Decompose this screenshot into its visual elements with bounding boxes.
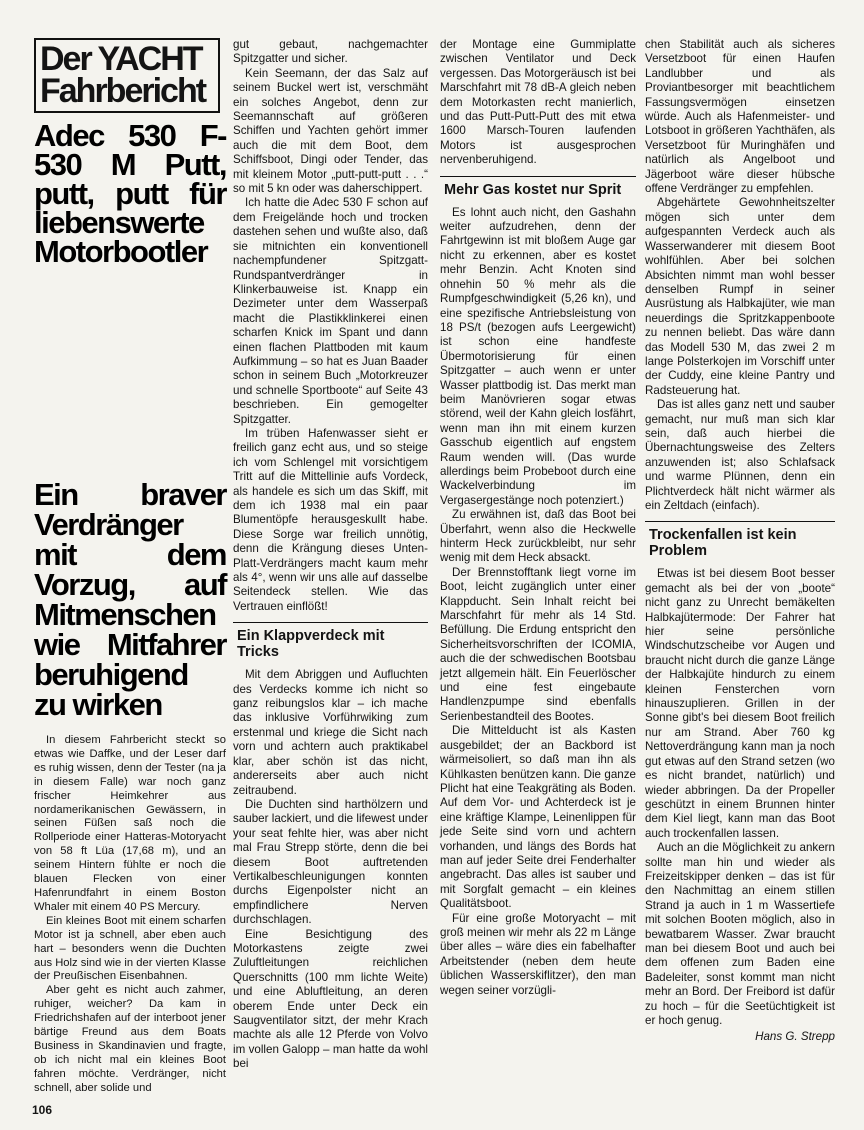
spacer [34,266,226,480]
paragraph: Es lohnt auch nicht, den Gashahn weiter aufzudrehen, denn der Fahrtgewinn ist mit bloßem Auge gar nicht zu erkennen, aber es kostet mehr Benzin. Acht Knoten sind ohnehin 50 % mehr als die Rumpfgeschwindigkeit (5,26 kn), und eine spezifische Antriebsleistung von 18 PS/t (bezogen aufs Leergewicht) ist schon eine handfeste Übermotorisierung für einen Spitzgatter – auch wenn er unter Wasser plattbodig ist. Das merkt man beim Manövrieren sogar etwas störend, weil der Kahn gleich losfährt, wenn man ihn mit einem kurzen Gasschub eigentlich auf engstem Raum wenden will. (Das wurde allerdings beim Probeboot durch eine Wackelverbindung im Vergasergestänge noch potenziert.) [440,205,636,507]
logo-line-1: Der YACHT [40,40,202,78]
paragraph: Auch an die Möglichkeit zu ankern sollte man hin und wieder als Freizeitskipper denken – das ist für den Nachmittag an einem stillen Strand ja auch in 1 m Wassertiefe mit solchen Booten möglich, also in bewatbarem Wasser. Zwar braucht man bei diesem Boot und auch bei dem offenen zum Baden eine Badeleiter, sonst kommt man nicht mehr an Bord. Der Freibord ist dafür zu hoch – für die Seetüchtigkeit ist er hoch genug. [645,841,835,1027]
section-heading: Trockenfallen ist kein Problem [645,521,835,567]
paragraph: Die Mittelducht ist als Kasten ausgebildet; der an Backbord ist wärmeisoliert, so daß man ihn als Kühlkasten benützen kann. Die ganze Plicht hat eine Teakgräting als Boden. Auf dem Vor- und Achterdeck ist je eine kräftige Klampe, Leinenlippen für jede Seite sind vorn und achtern vorhanden, und längs des Bords hat man auf jeder Seite drei Fenderhalter angebracht. Das alles ist sauber und mit Sorgfalt gemacht – ein kleines Qualitätsboot. [440,724,636,911]
paragraph: Eine Besichtigung des Motorkastens zeigte zwei Zuluftleitungen reichlichen Querschnitts (100 mm lichte Weite) und eine Abluftleitung, an deren oberem Ende unter Deck ein Saugventilator sitzt, der mehr Krach machte als alle 12 Pferde von Volvo im vollen Galopp – man hatte da wohl bei [233,927,428,1071]
column-3 [440,38,636,998]
column-4 [645,38,835,1045]
subheadline: Ein braver Verdränger mit dem Vorzug, auf Mitmenschen wie Mitfahrer beruhigend zu wirken [34,477,226,722]
paragraph: Ein kleines Boot mit einem scharfen Motor ist ja schnell, aber eben auch hart – besonders wenn die Duchten aus Holz sind wie in der vierten Klasse der Preußischen Eisenbahnen. [34,914,226,983]
paragraph: Für eine große Motoryacht – mit groß meinen wir mehr als 22 m Länge über alles – wäre dies ein fabelhafter Arbeitstender (neben dem heute üblichen Wasserskiflitzer), den man wegen seiner vorzügli- [440,911,636,997]
logo-line-2: Fahrbericht [40,72,206,110]
paragraph: gut gebaut, nachgemachter Spitzgatter und sicher. [233,38,428,66]
headline: Adec 530 F-530 M Putt, putt, putt für liebenswerte Motorbootler [34,118,226,269]
paragraph: chen Stabilität auch als sicheres Versetzboot für einen Haufen Landlubber und als Proviantbesorger mit beachtlichem Fassungsvermögen einsetzen würde. Auch als Hafenmeister- und Lotsboot in größeren Yachthäfen, als Versetzboot für Muringhäfen und natürlich als Angelboot und Jägerboot wäre dieser hübsche offene Verdränger zu empfehlen. [645,38,835,196]
paragraph: In diesem Fahrbericht steckt so etwas wie Daffke, und der Leser darf es ruhig wissen, denn der Tester (na ja in diesem Falle) war noch ganz frischer Heimkehrer aus nordamerikanischen Gewässern, in seinen Füßen saß noch die Rollperiode einer Hatteras-Motoryacht von 58 ft Lüa (17,68 m), und an seinem Hintern fühlte er noch die blauen Flecken von einer Hafenrundfahrt in einem Boston Whaler mit einem 40 PS Mercury. [34,734,226,913]
paragraph: Ich hatte die Adec 530 F schon auf dem Freigelände hoch und trocken dastehen sehen und wußte also, daß sie mitnichten ein konventionell nachempfundener Spitzgatt-Rundspantverdränger in Klinkerbauweise ist. Knapp ein Dezimeter unter dem Wasserpaß macht die Plastikklinkerei einen scharfen Knick im Spant und dann einen flachen Plattboden mit kaum Aufkimmung – so hat es Juan Baader schon in seinem Buch „Motorkreuzer und schnelle Sportboote“ auf Seite 43 beschrieben. Ein gemogelter Spitzgatter. [233,196,428,426]
column-2 [233,38,428,1072]
paragraph: Das ist alles ganz nett und sauber gemacht, nur muß man sich klar sein, daß auch hierbei die Übernachtungsweise des Zelters anzuwenden ist; also Schlafsack und warme Plünnen, denn ein Plichtverdeck hält nicht wärmer als ein Zeltdach (einfach). [645,398,835,512]
paragraph: Aber geht es nicht auch zahmer, ruhiger, weicher? Da kam in Friedrichshafen auf der interboot jener bärtige Freund aus dem Boats Business in Skandinavien und fragte, ob ich nicht mal ein kleines Boot fahren möchte. Verdränger, nicht schnell, aber solide und [34,984,226,1094]
section-heading: Ein Klappverdeck mit Tricks [233,622,428,668]
paragraph: Die Duchten sind harthölzern und sauber lackiert, und die lifewest under your seat fehlte hier, was aber nicht mal Frau Strepp störte, denn die bei diesem Boot auftretenden Vertikalbeschleunigungen konnten durchs Eigenpolster nicht an empfindlichere Nerven durchschlagen. [233,797,428,927]
yacht-fahrbericht-logo [34,38,220,113]
paragraph: Kein Seemann, der das Salz auf seinem Buckel wert ist, verschmäht ein solches Angebot, denn zur Seemannschaft auf größeren Schiffen und Yachten gehört immer auch die mit dem Boot, dem Schiffsboot, Dingi oder Tender, das mit kleinem Motor „putt-putt-putt . . .“ so mit 5 kn oder was daherschippert. [233,66,428,196]
section-heading: Mehr Gas kostet nur Sprit [440,176,636,206]
column-1 [34,38,226,1096]
author-signature: Hans G. Strepp [755,1030,835,1044]
paragraph: Zu erwähnen ist, daß das Boot bei Überfahrt, wenn also die Heckwelle hinterm Heck zurückbleibt, nur sehr wenig mit dem Heck absackt. [440,508,636,565]
paragraph: der Montage eine Gummiplatte zwischen Ventilator und Deck vergessen. Das Motorgeräusch ist bei Marschfahrt mit 78 dB-A gleich neben dem Motorkasten recht manierlich, und das Putt-Putt-Putt des mit etwa 1600 Marsch-Touren laufenden Motors ist ausgesprochen nervenberuhigend. [440,38,636,167]
page-number: 106 [32,1103,53,1117]
paragraph: Im trüben Hafenwasser sieht er freilich ganz echt aus, und so steige ich vom Schlengel mit vorsichtigem Tritt auf die Mittellinie aufs Vordeck, als handele es sich um das Skiff, mit dem ich 1938 mal ein paar Blumentöpfe herausgeskullt habe. Diese Sorge war freilich unnötig, denn die Krängung dieses Unten-Platt-Verdrängers macht kaum mehr als 4°, wenn wir uns alle auf dasselbe Seitendeck stellen. Wie das Vertrauen einflößt! [233,426,428,613]
paragraph: Der Brennstofftank liegt vorne im Boot, leicht zugänglich unter einer Klappducht. Sein Inhalt reicht bei Marschfahrt für mehr als 14 Std. Befüllung. Die Erdung entspricht den Sicherheitsvorschriften der ICOMIA, auch die der schwedischen Bootsbau jetzt allgemein hält. Ein Feuerlöscher und eine fest eingebaute Handlenzpumpe sind ebenfalls Serienbestandteil des Bootes. [440,565,636,723]
paragraph: Mit dem Abriggen und Aufluchten des Verdecks komme ich nicht so ganz reibungslos klar – ich mache das inklusive Vorführwiking zum erstenmal und kriege die Sicht nach vorn und achtern auch praktikabel klar, aber schön ist das nicht, andererseits aber auch nicht zeitraubend. [233,668,428,797]
paragraph: Abgehärtete Gewohnheitszelter mögen sich unter dem aufgespannten Verdeck auch als Wasserwanderer mit diesem Boot wohlfühlen. Aber bei solchen Absichten nimmt man wohl besser denselben Rumpf in seiner Ausrüstung als Halbkajüter, wie man neuerdings die Spritzkappenboote zu nennen beliebt. Das wäre dann das Modell 530 M, das zwei 2 m lange Polsterkojen im Vorschiff unter der Cuddy, eine kleine Pantry und Radsteuerung hat. [645,196,835,397]
paragraph: Etwas ist bei diesem Boot besser gemacht als bei der von „boote“ nicht ganz zu Unrecht bemäkelten Halbkajütermode: Der Fahrer hat hier seine persönliche Windschutzscheibe vor Augen und braucht nicht durch die ganze Länge der Halbkajüte hindurch zu einem kleinen Fensterchen vorn hinauszuplieren. Grillen in der Sonne gibt's bei diesem Boot freilich nur am Strand. Aber 760 kg Nettoverdrängung kann man ja noch gut etwas auf den Strand setzen (wo es nicht brandet, natürlich) und wieder abbringen. Da der Propeller geschützt in einem Brunnen hinter dem Kiel liegt, kann man das Boot auch trockenfallen lassen. [645,567,835,840]
